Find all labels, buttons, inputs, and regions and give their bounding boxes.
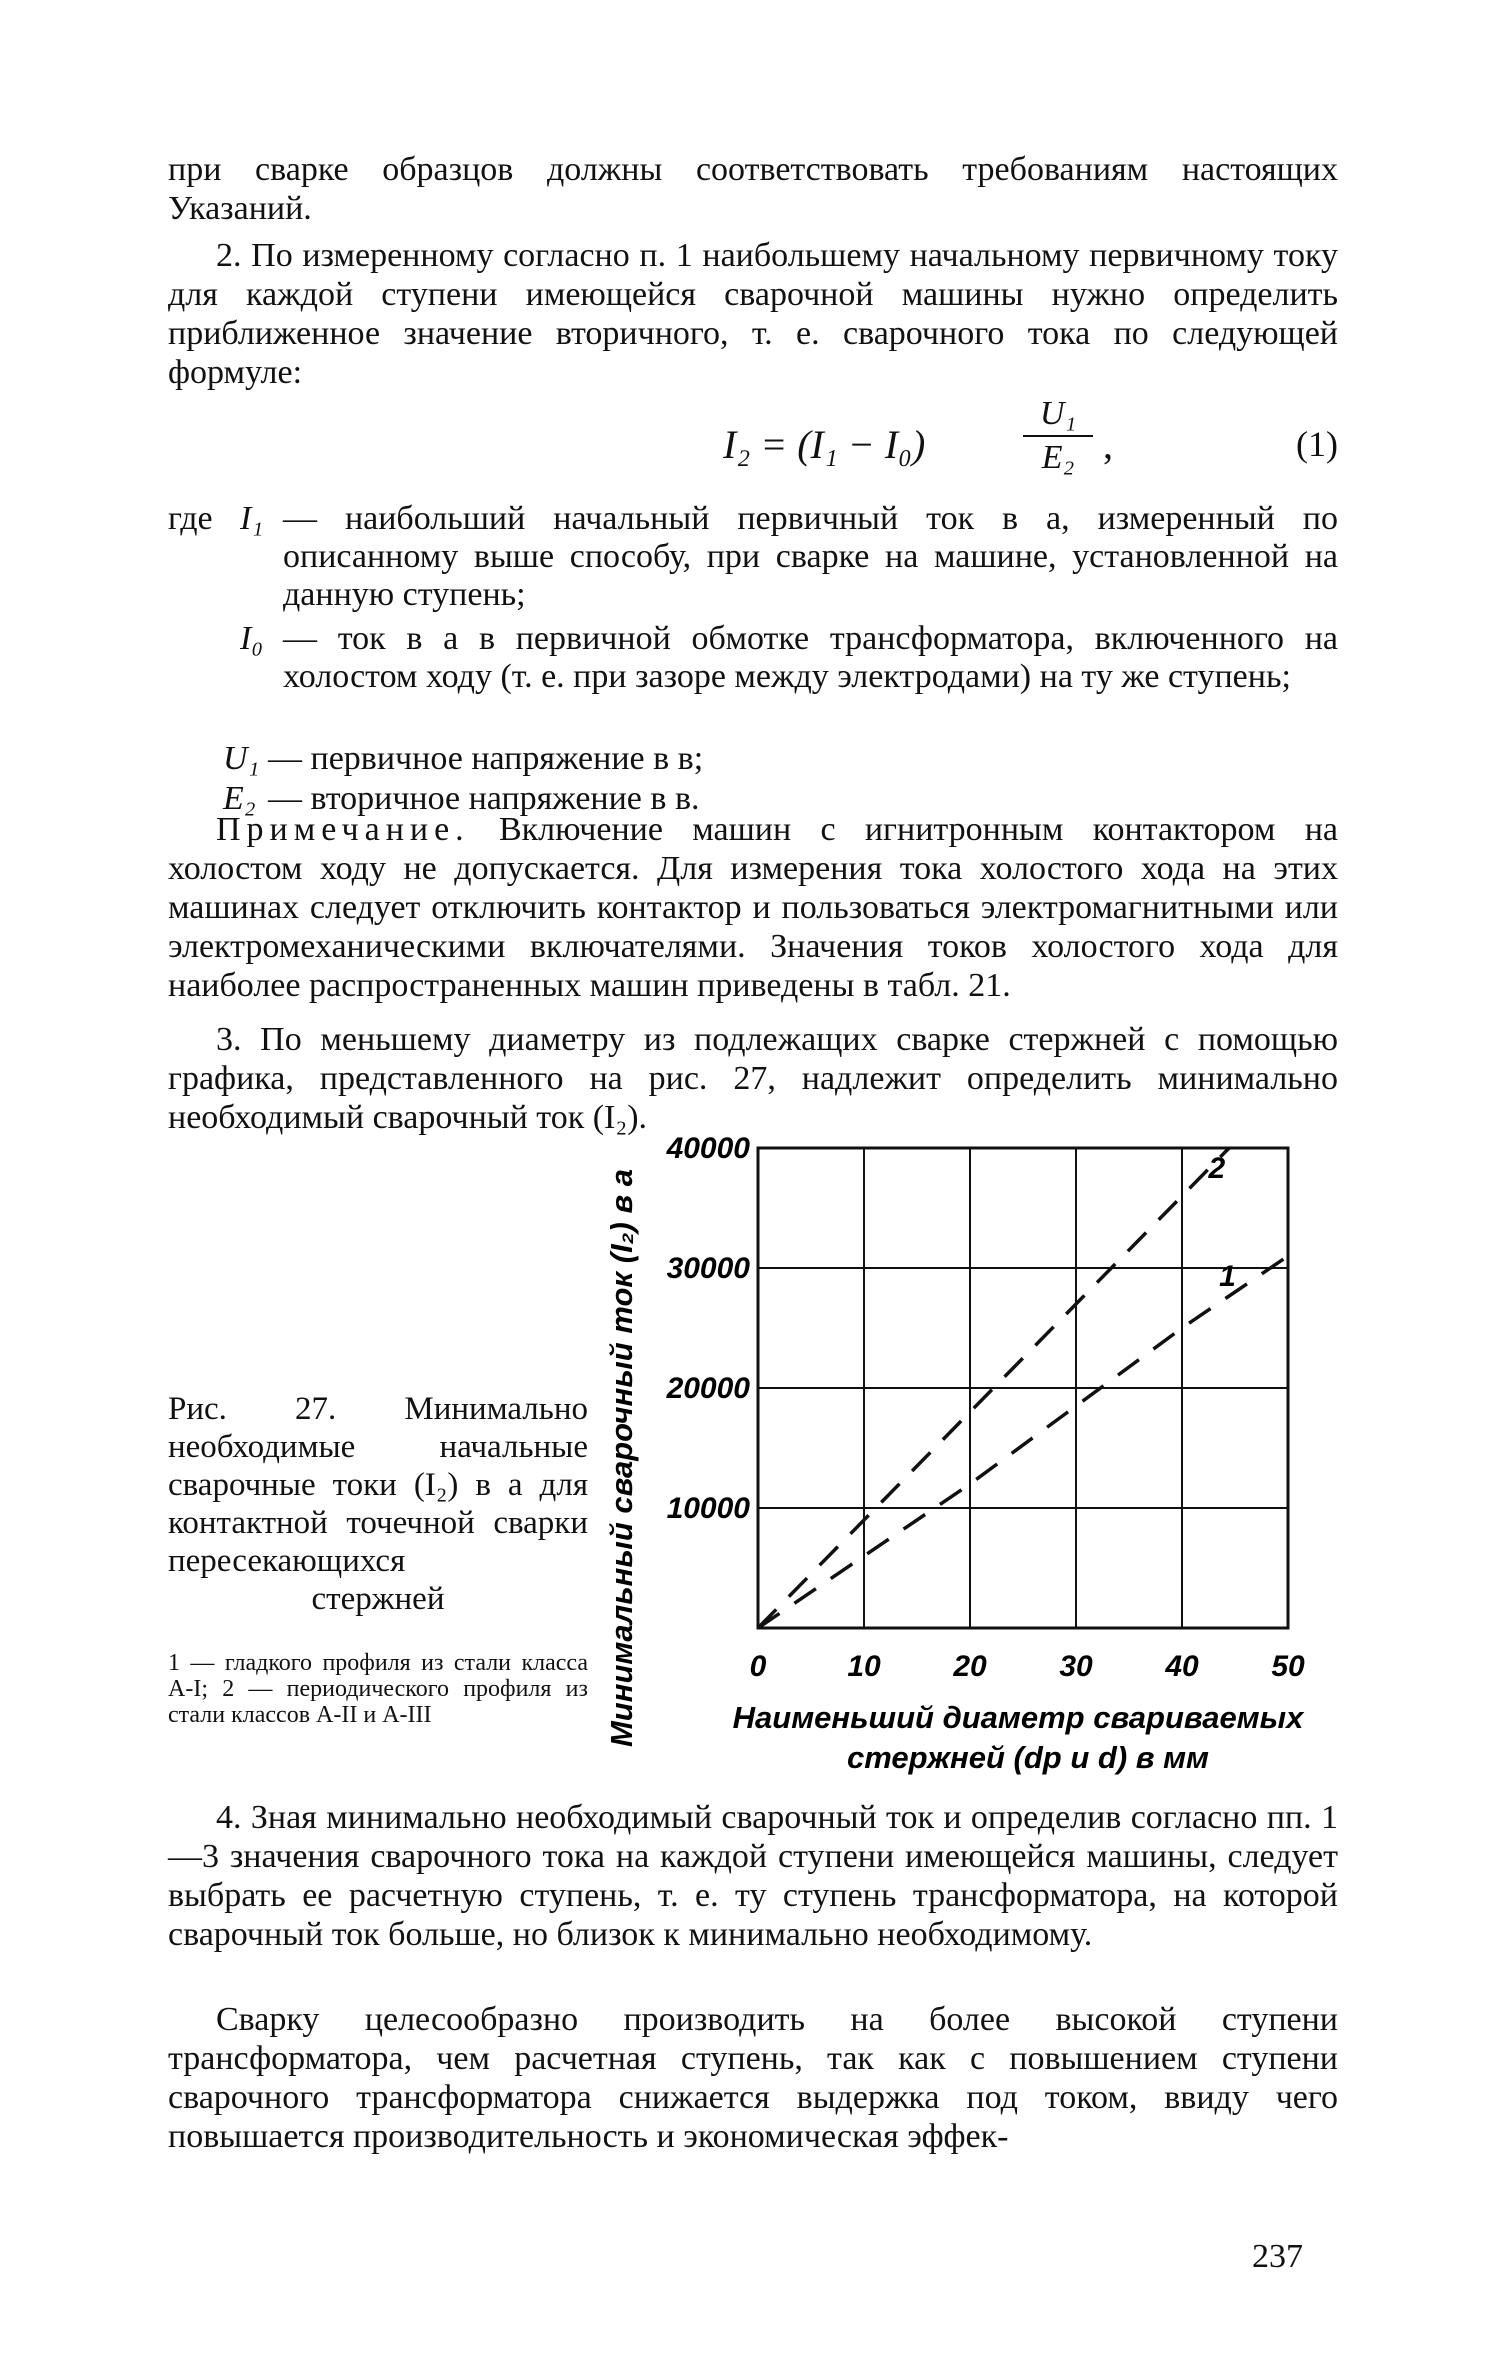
series-line-1 <box>758 1256 1288 1628</box>
y-tick-label: 10000 <box>666 1492 750 1525</box>
y-tick-label: 40000 <box>666 1132 750 1165</box>
caption-text <box>168 1390 588 1618</box>
paragraph-4: 4. Зная минимально необходимый сварочный ток и определив согласно пп. 1—3 значения сварочного тока на каждой ступени имеющейся машины, следует выбрать ее расчетную ступень, т. е. ту ступень трансформатора, на которой сварочный ток больше, но близок к минимально необходимому. <box>168 1799 1338 1953</box>
formula-1 <box>168 395 1338 495</box>
x-axis-label-line2: стержней (dp и d) в мм <box>847 1740 1209 1775</box>
fraction-bar <box>1023 435 1093 437</box>
definition-text: — вторичное напряжение в в. <box>268 780 700 817</box>
formula-expression <box>723 395 1113 495</box>
x-tick-label: 50 <box>1271 1650 1305 1683</box>
caption-body: Рис. 27. Минимально необходимые начальные сварочные токи (I₂) в а для контактной точечной сварки пересекающихся <box>168 1391 588 1579</box>
note-heading: Примечание. <box>216 811 470 848</box>
formula-denominator: E₂ <box>1041 439 1075 476</box>
definition-symbol: E₂ <box>223 780 256 817</box>
x-axis-label: Наименьший диаметр свариваемых <box>732 1700 1304 1735</box>
definition-lead: где <box>168 500 213 537</box>
definition-item <box>168 620 1338 738</box>
y-axis-label: Минимальный сварочный ток (I₂) в а <box>604 1168 639 1748</box>
x-tick-label: 30 <box>1059 1650 1093 1683</box>
series-label-2: 2 <box>1208 1152 1226 1185</box>
formula-tail: , <box>1103 422 1113 467</box>
x-tick-label: 10 <box>847 1650 881 1683</box>
definition-text: — первичное напряжение в в; <box>268 740 704 777</box>
page-number: 237 <box>1252 2238 1303 2275</box>
definition-item <box>168 500 1338 618</box>
paragraph-3: 3. По меньшему диаметру из подлежащих сварке стержней с помощью графика, представленного на рис. 27, надлежит определить минимально необходимый сварочный ток (I₂). <box>168 1021 1338 1136</box>
formula-lhs: I₂ = (I₁ − I₀) <box>723 422 926 467</box>
figure-caption <box>168 1390 588 1728</box>
definition-text: — наибольший начальный первичный ток в а, измеренный по описанному выше способу, при сварке на машине, установленной на данную ступень; <box>283 500 1338 613</box>
y-tick-label: 30000 <box>666 1252 750 1285</box>
formula-number: (1) <box>1296 424 1338 464</box>
paragraph-intro: при сварке образцов должны соответствовать требованиям настоящих Указаний. <box>168 151 1338 227</box>
definition-symbol: I₁ <box>240 500 264 537</box>
formula-numerator: U₁ <box>1039 395 1077 432</box>
y-tick-label: 20000 <box>666 1372 750 1405</box>
x-tick-label: 0 <box>749 1650 767 1683</box>
x-tick-label: 40 <box>1165 1650 1199 1683</box>
x-tick-label: 20 <box>953 1650 987 1683</box>
paragraph-2: 2. По измеренному согласно п. 1 наибольшему начальному первичному току для каждой ступени имеющейся сварочной машины нужно определить приближенное значение вторичного, т. е. сварочного тока по следующей формуле: <box>168 237 1338 391</box>
figure-legend: 1 — гладкого профиля из стали класса А-I; 2 — периодического профиля из стали классов А-II и А-III <box>168 1650 588 1728</box>
definition-text: — ток в а в первичной обмотке трансформатора, включенного на холостом ходу (т. е. при зазоре между электродами) на ту же ступень; <box>283 620 1338 695</box>
figure-chart <box>600 1090 1340 1790</box>
series-label-1: 1 <box>1219 1260 1236 1293</box>
note-paragraph <box>168 810 1338 1005</box>
definition-symbol: U₁ <box>223 740 260 777</box>
chart-svg <box>600 1090 1340 1790</box>
note-body: Включение машин с игнитронным контактором на холостом ходу не допускается. Для измерения тока холостого хода на этих машинах следует отключить контактор и пользоваться электромагнитными или электромеханическими включателями. Значения токов холостого хода для наиболее распространенных машин приведены в табл. 21. <box>168 811 1338 1004</box>
caption-last-line: стержней <box>311 1581 445 1617</box>
paragraph-5: Сварку целесообразно производить на более высокой ступени трансформатора, чем расчетная ступень, так как с повышением ступени сварочного трансформатора снижается выдержка под током, ввиду чего повышается производительность и экономическая эффек- <box>168 2001 1338 2155</box>
definition-symbol: I₀ <box>240 620 264 657</box>
formula-fraction <box>1023 395 1093 477</box>
